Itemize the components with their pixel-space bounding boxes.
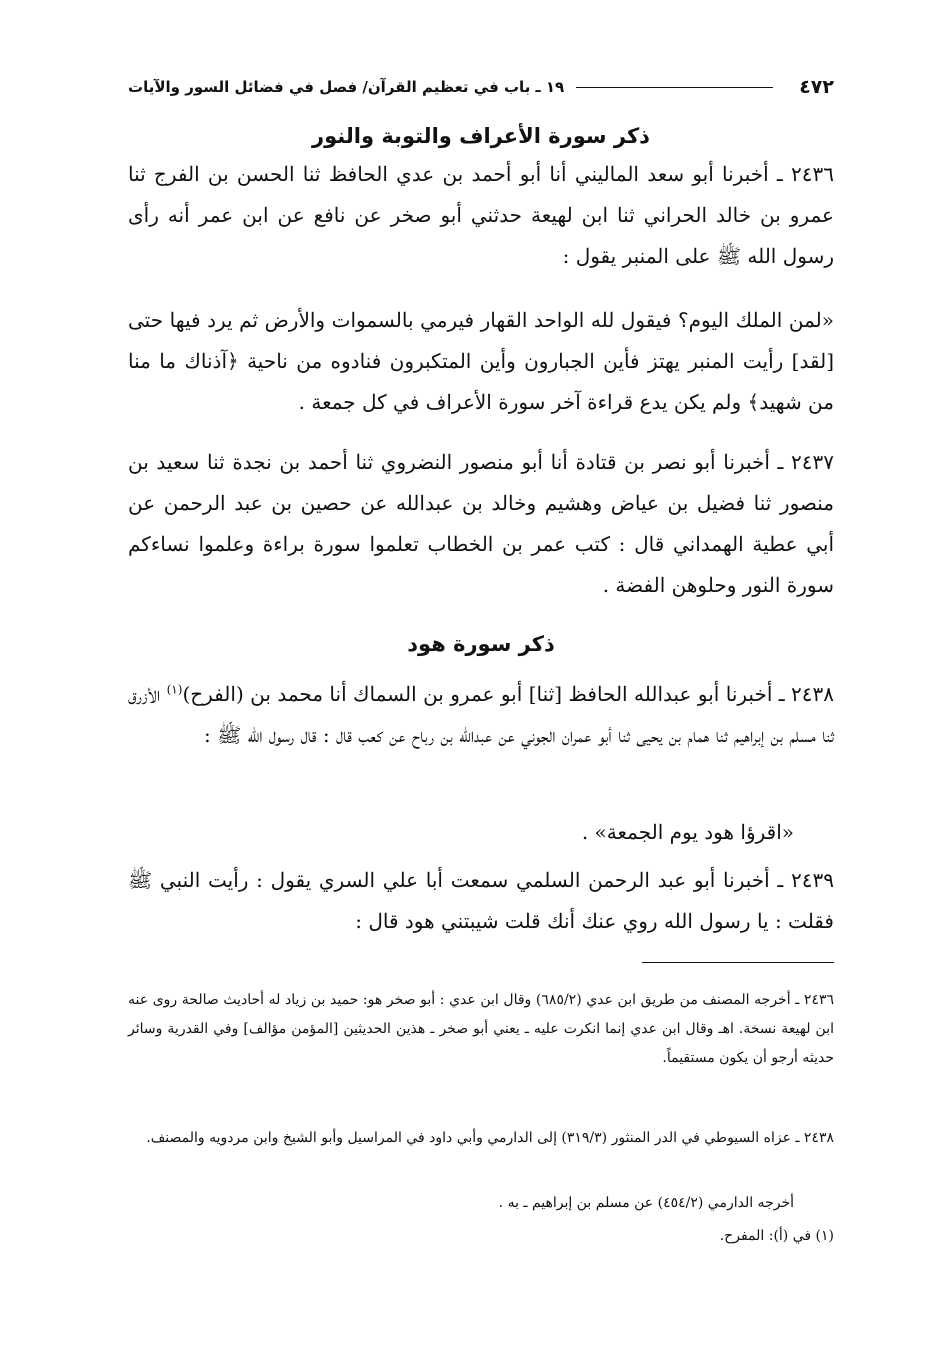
footnote-number: ٢٤٣٨: [803, 1130, 834, 1146]
hadith-text: الأزرق ثنا مسلم بن إبراهيم ثنا همام بن يحيى ثنا أبو عمران الجوني عن عبدالله بن رباح عن كعب قال : قال رسول الله ﷺ :: [128, 682, 834, 747]
footnote-text: ـ عزاه السيوطي في الدر المنثور (٣١٩/٣) إلى الدارمي وأبي داود في المراسيل وأبو الشيخ وابن مردويه والمصنف.: [146, 1130, 804, 1146]
footnote: [128, 986, 834, 1073]
footnote-text: أخرجه الدارمي (٤٥٤/٢) عن مسلم بن إبراهيم ـ به .: [498, 1195, 794, 1211]
hadith-paragraph: [128, 154, 834, 277]
running-title: ١٩ ـ باب في تعظيم القرآن/ فصل في فضائل السور والآيات: [128, 78, 565, 96]
footnote-continuation: [128, 1189, 834, 1218]
footnote: [128, 1222, 834, 1251]
hadith-number: ٢٤٣٦: [791, 162, 834, 186]
footnote-rule: [642, 962, 834, 963]
hadith-paragraph: [128, 860, 834, 942]
hadith-number: ٢٤٣٧: [791, 450, 834, 474]
footnote-number: ٢٤٣٦: [803, 992, 834, 1008]
hadith-text: «لمن الملك اليوم؟ فيقول لله الواحد القهار فيرمي بالسموات والأرض ثم يرد فيها حتى [لقد] رأيت المنبر يهتز فأين الجبارون وأين المتكبرون فنادوه من ناحية ﴿آذناك ما منا من شهيد﴾ ولم يكن يدع قراءة آخر سورة الأعراف في كل جمعة .: [128, 308, 834, 414]
footnote-text: في (أ): المفرح.: [719, 1228, 816, 1244]
footnote-text: ـ أخرجه المصنف من طريق ابن عدي (٦٨٥/٢) وقال ابن عدي : أبو صخر هو: حميد بن زياد له أحاديث صالحة روى عنه ابن لهيعة نسخة. اهـ وقال ابن عدي إنما انكرت عليه ـ يعني أبو صخر ـ هذين الحديثين [المؤمن مؤالف] وفي القدرية وسائر حديثه أرجو أن يكون مستقيماً.: [128, 992, 834, 1066]
header-rule: [576, 87, 773, 88]
page-number: ٤٧٢: [799, 76, 834, 98]
footnote-number: (١): [815, 1228, 834, 1244]
hadith-text: ـ أخبرنا أبو عبد الرحمن السلمي سمعت أبا علي السري يقول : رأيت النبي ﷺ فقلت : يا رسول الله روي عنك أنك قلت شيبتني هود قال :: [128, 868, 834, 933]
hadith-number: ٢٤٣٩: [791, 868, 834, 892]
hadith-matn: [128, 812, 834, 853]
footnote-marker: (١): [166, 682, 183, 697]
hadith-paragraph: [128, 674, 834, 756]
hadith-matn: [128, 300, 834, 423]
hadith-text: ـ أخبرنا أبو سعد الماليني أنا أبو أحمد بن عدي الحافظ ثنا الحسن بن الفرج ثنا عمرو بن خالد الحراني ثنا ابن لهيعة حدثني أبو صخر عن نافع عن ابن عمر أنه رأى رسول الله ﷺ على المنبر يقول :: [128, 162, 834, 268]
hadith-text: ـ أخبرنا أبو نصر بن قتادة أنا أبو منصور النضروي ثنا أحمد بن نجدة ثنا سعيد بن منصور ثنا فضيل بن عياض وهشيم وخالد بن عبدالله عن حصين بن عبد الرحمن عن أبي عطية الهمداني قال : كتب عمر بن الخطاب تعلموا سورة براءة وعلموا نساءكم سورة النور وحلوهن الفضة .: [128, 450, 834, 597]
hadith-number: ٢٤٣٨: [791, 682, 834, 706]
hadith-text: ـ أخبرنا أبو عبدالله الحافظ [ثنا] أبو عمرو بن السماك أنا محمد بن (الفرح): [182, 682, 792, 706]
section-heading: ذكر سورة الأعراف والتوبة والنور: [312, 124, 650, 148]
footnote: [128, 1124, 834, 1153]
hadith-text: «اقرؤا هود يوم الجمعة» .: [581, 820, 794, 844]
page-header: [128, 70, 834, 104]
hadith-paragraph: [128, 442, 834, 606]
section-heading: ذكر سورة هود: [407, 632, 555, 656]
